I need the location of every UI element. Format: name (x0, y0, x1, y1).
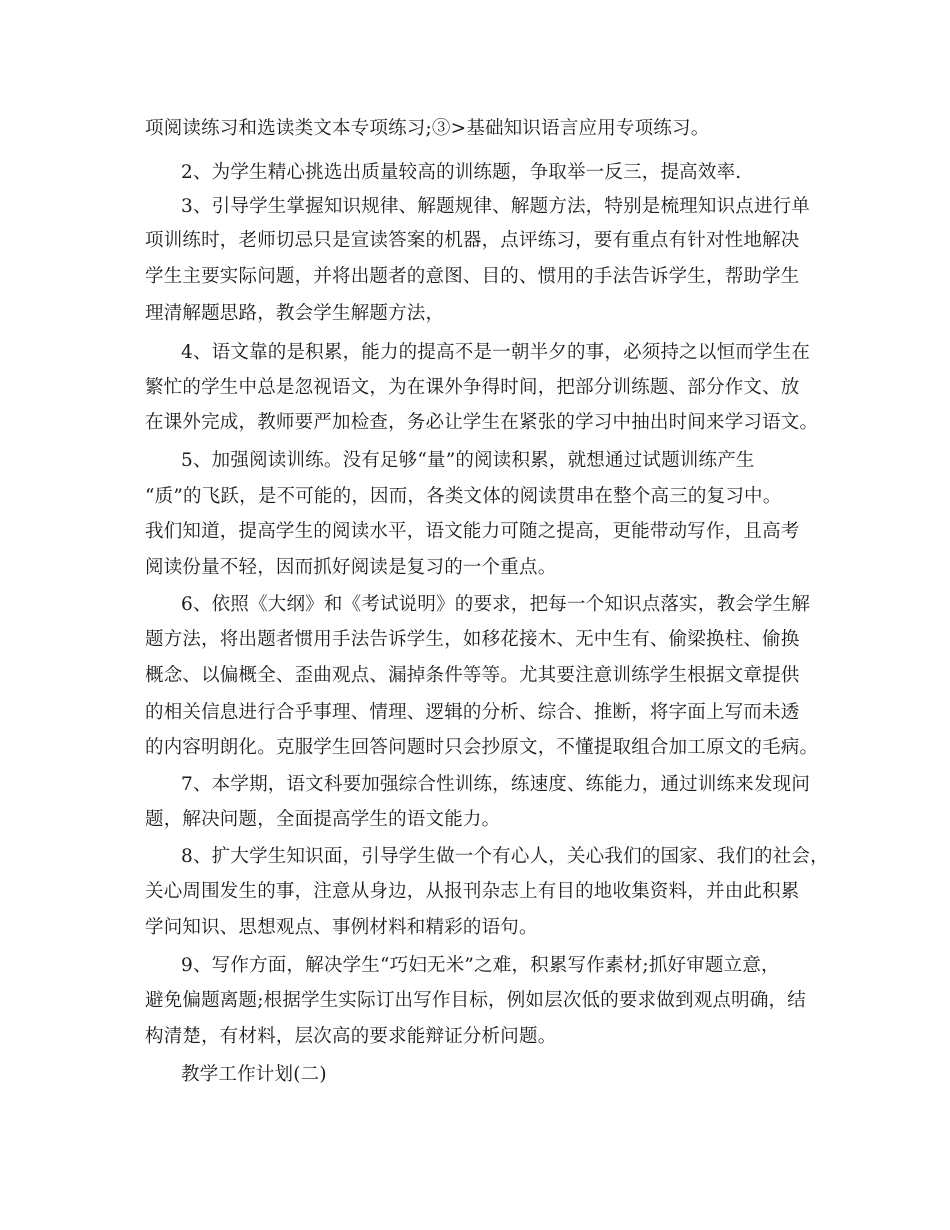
text-line: 题，解决问题，全面提高学生的语文能力。 (145, 809, 501, 830)
text-line: 概念、以偏概全、歪曲观点、漏掉条件等等。尤其要注意训练学生根据文章提供 (145, 665, 800, 686)
text-line: 项阅读练习和选读类文本专项练习;③>基础知识语言应用专项练习。 (145, 118, 710, 139)
text-line: 我们知道，提高学生的阅读水平，语文能力可随之提高，更能带动写作，且高考 (145, 521, 800, 542)
text-line: 9、写作方面，解决学生“巧妇无米”之难，积累写作素材;抓好审题立意， (181, 955, 780, 976)
text-line: 7、本学期，语文科要加强综合性训练，练速度、练能力，通过训练来发现问 (181, 774, 811, 795)
text-line: 4、语文靠的是积累，能力的提高不是一朝半夕的事，必须持之以恒而学生在 (181, 342, 811, 363)
text-line: 5、加强阅读训练。没有足够“量”的阅读积累，就想通过试题训练产生 (181, 450, 755, 471)
text-line: 6、依照《大纲》和《考试说明》的要求，把每一个知识点落实，教会学生解 (181, 594, 811, 615)
text-line: 学问知识、思想观点、事例材料和精彩的语句。 (145, 917, 538, 938)
text-line: 繁忙的学生中总是忽视语文，为在课外争得时间，把部分训练题、部分作文、放 (145, 377, 800, 398)
text-line: “质”的飞跃，是不可能的，因而，各类文体的阅读贯串在整个高三的复习中。 (145, 486, 782, 507)
text-line: 8、扩大学生知识面，引导学生做一个有心人，关心我们的国家、我们的社会， (181, 846, 829, 867)
text-line: 在课外完成，教师要严加检查，务必让学生在紧张的学习中抽出时间来学习语文。 (145, 412, 819, 433)
text-line: 项训练时，老师切忌只是宣读答案的机器，点评练习，要有重点有针对性地解决 (145, 230, 800, 251)
text-line: 的内容明朗化。克服学生回答问题时只会抄原文，不懂提取组合加工原文的毛病。 (145, 737, 819, 758)
text-line: 避免偏题离题;根据学生实际订出写作目标，例如层次低的要求做到观点明确，结 (145, 990, 806, 1011)
text-line: 的相关信息进行合乎事理、情理、逻辑的分析、综合、推断，将字面上写而未透 (145, 702, 800, 723)
text-line: 2、为学生精心挑选出质量较高的训练题，争取举一反三，提高效率. (181, 162, 742, 183)
text-line: 3、引导学生掌握知识规律、解题规律、解题方法，特别是梳理知识点进行单 (181, 196, 811, 217)
text-line: 题方法，将出题者惯用手法告诉学生，如移花接木、无中生有、偷梁换柱、偷换 (145, 629, 800, 650)
section-heading: 教学工作计划(二) (181, 1064, 327, 1085)
text-line: 阅读份量不轻，因而抓好阅读是复习的一个重点。 (145, 557, 557, 578)
text-line: 关心周围发生的事，注意从身边，从报刊杂志上有目的地收集资料，并由此积累 (145, 881, 800, 902)
text-line: 构清楚，有材料，层次高的要求能辩证分析问题。 (145, 1026, 557, 1047)
text-line: 学生主要实际问题，并将出题者的意图、目的、惯用的手法告诉学生，帮助学生 (145, 266, 800, 287)
text-line: 理清解题思路，教会学生解题方法， (145, 303, 445, 324)
